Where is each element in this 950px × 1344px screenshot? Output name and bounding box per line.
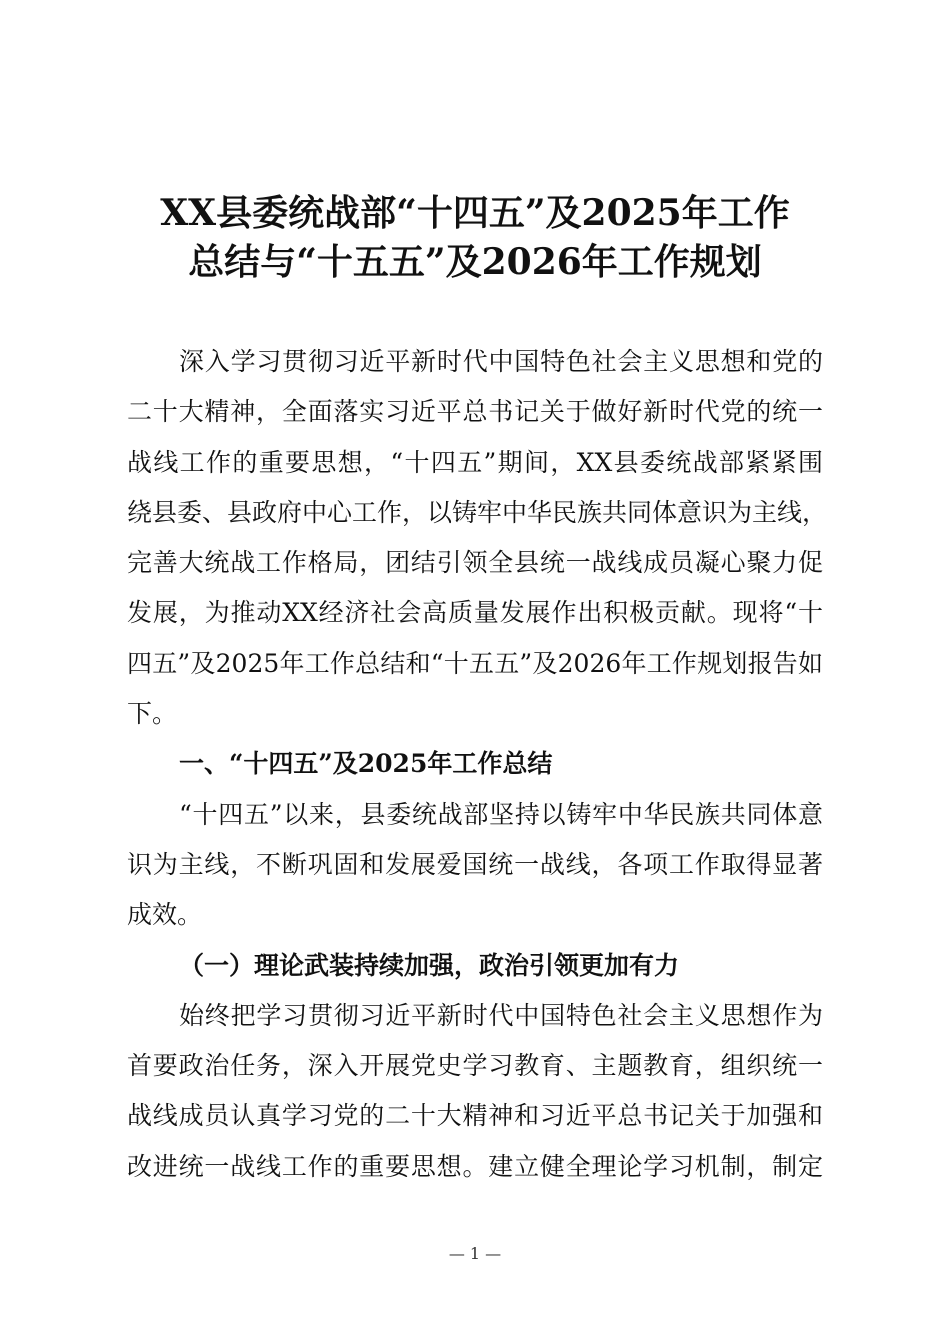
document-title-line-1: XX县委统战部“十四五”及2025年工作 (160, 192, 790, 234)
page-number: — 1 — (448, 1244, 502, 1263)
text-line: 始终把学习贯彻习近平新时代中国特色社会主义思想作为 (179, 1000, 823, 1030)
text-line: 四五”及2025年工作总结和“十五五”及2026年工作规划报告如 (127, 648, 823, 678)
paragraph (127, 991, 823, 1192)
text-line: 二十大精神，全面落实习近平总书记关于做好新时代党的统一 (127, 397, 823, 427)
section-heading (127, 739, 823, 789)
text-line: 识为主线，不断巩固和发展爱国统一战线，各项工作取得显著 (127, 849, 823, 879)
text-line: 深入学习贯彻习近平新时代中国特色社会主义思想和党的 (179, 347, 823, 376)
text-line: 战线工作的重要思想，“十四五”期间，XX县委统战部紧紧围 (127, 447, 823, 477)
document-body (127, 337, 828, 1192)
text-line: 首要政治任务，深入开展党史学习教育、主题教育，组织统一 (127, 1051, 823, 1081)
text-line: 成效。 (127, 900, 203, 930)
text-line: “十四五”以来，县委统战部坚持以铸牢中华民族共同体意 (179, 799, 823, 829)
document-title-line-2: 总结与“十五五”及2026年工作规划 (188, 241, 762, 283)
section-heading (127, 941, 823, 991)
paragraph (127, 337, 828, 739)
text-line: 改进统一战线工作的重要思想。建立健全理论学习机制，制定 (127, 1151, 823, 1181)
text-line: 一、“十四五”及2025年工作总结 (179, 749, 553, 779)
text-line: 下。 (127, 699, 178, 729)
text-line: （一）理论武装持续加强，政治引领更加有力 (179, 950, 680, 980)
text-line: 战线成员认真学习党的二十大精神和习近平总书记关于加强和 (127, 1101, 823, 1131)
text-line: 发展，为推动XX经济社会高质量发展作出积极贡献。现将“十 (127, 598, 823, 628)
paragraph (127, 790, 823, 941)
text-line: 绕县委、县政府中心工作，以铸牢中华民族共同体意识为主线， (127, 497, 828, 527)
text-line: 完善大统战工作格局，团结引领全县统一战线成员凝心聚力促 (127, 548, 823, 578)
